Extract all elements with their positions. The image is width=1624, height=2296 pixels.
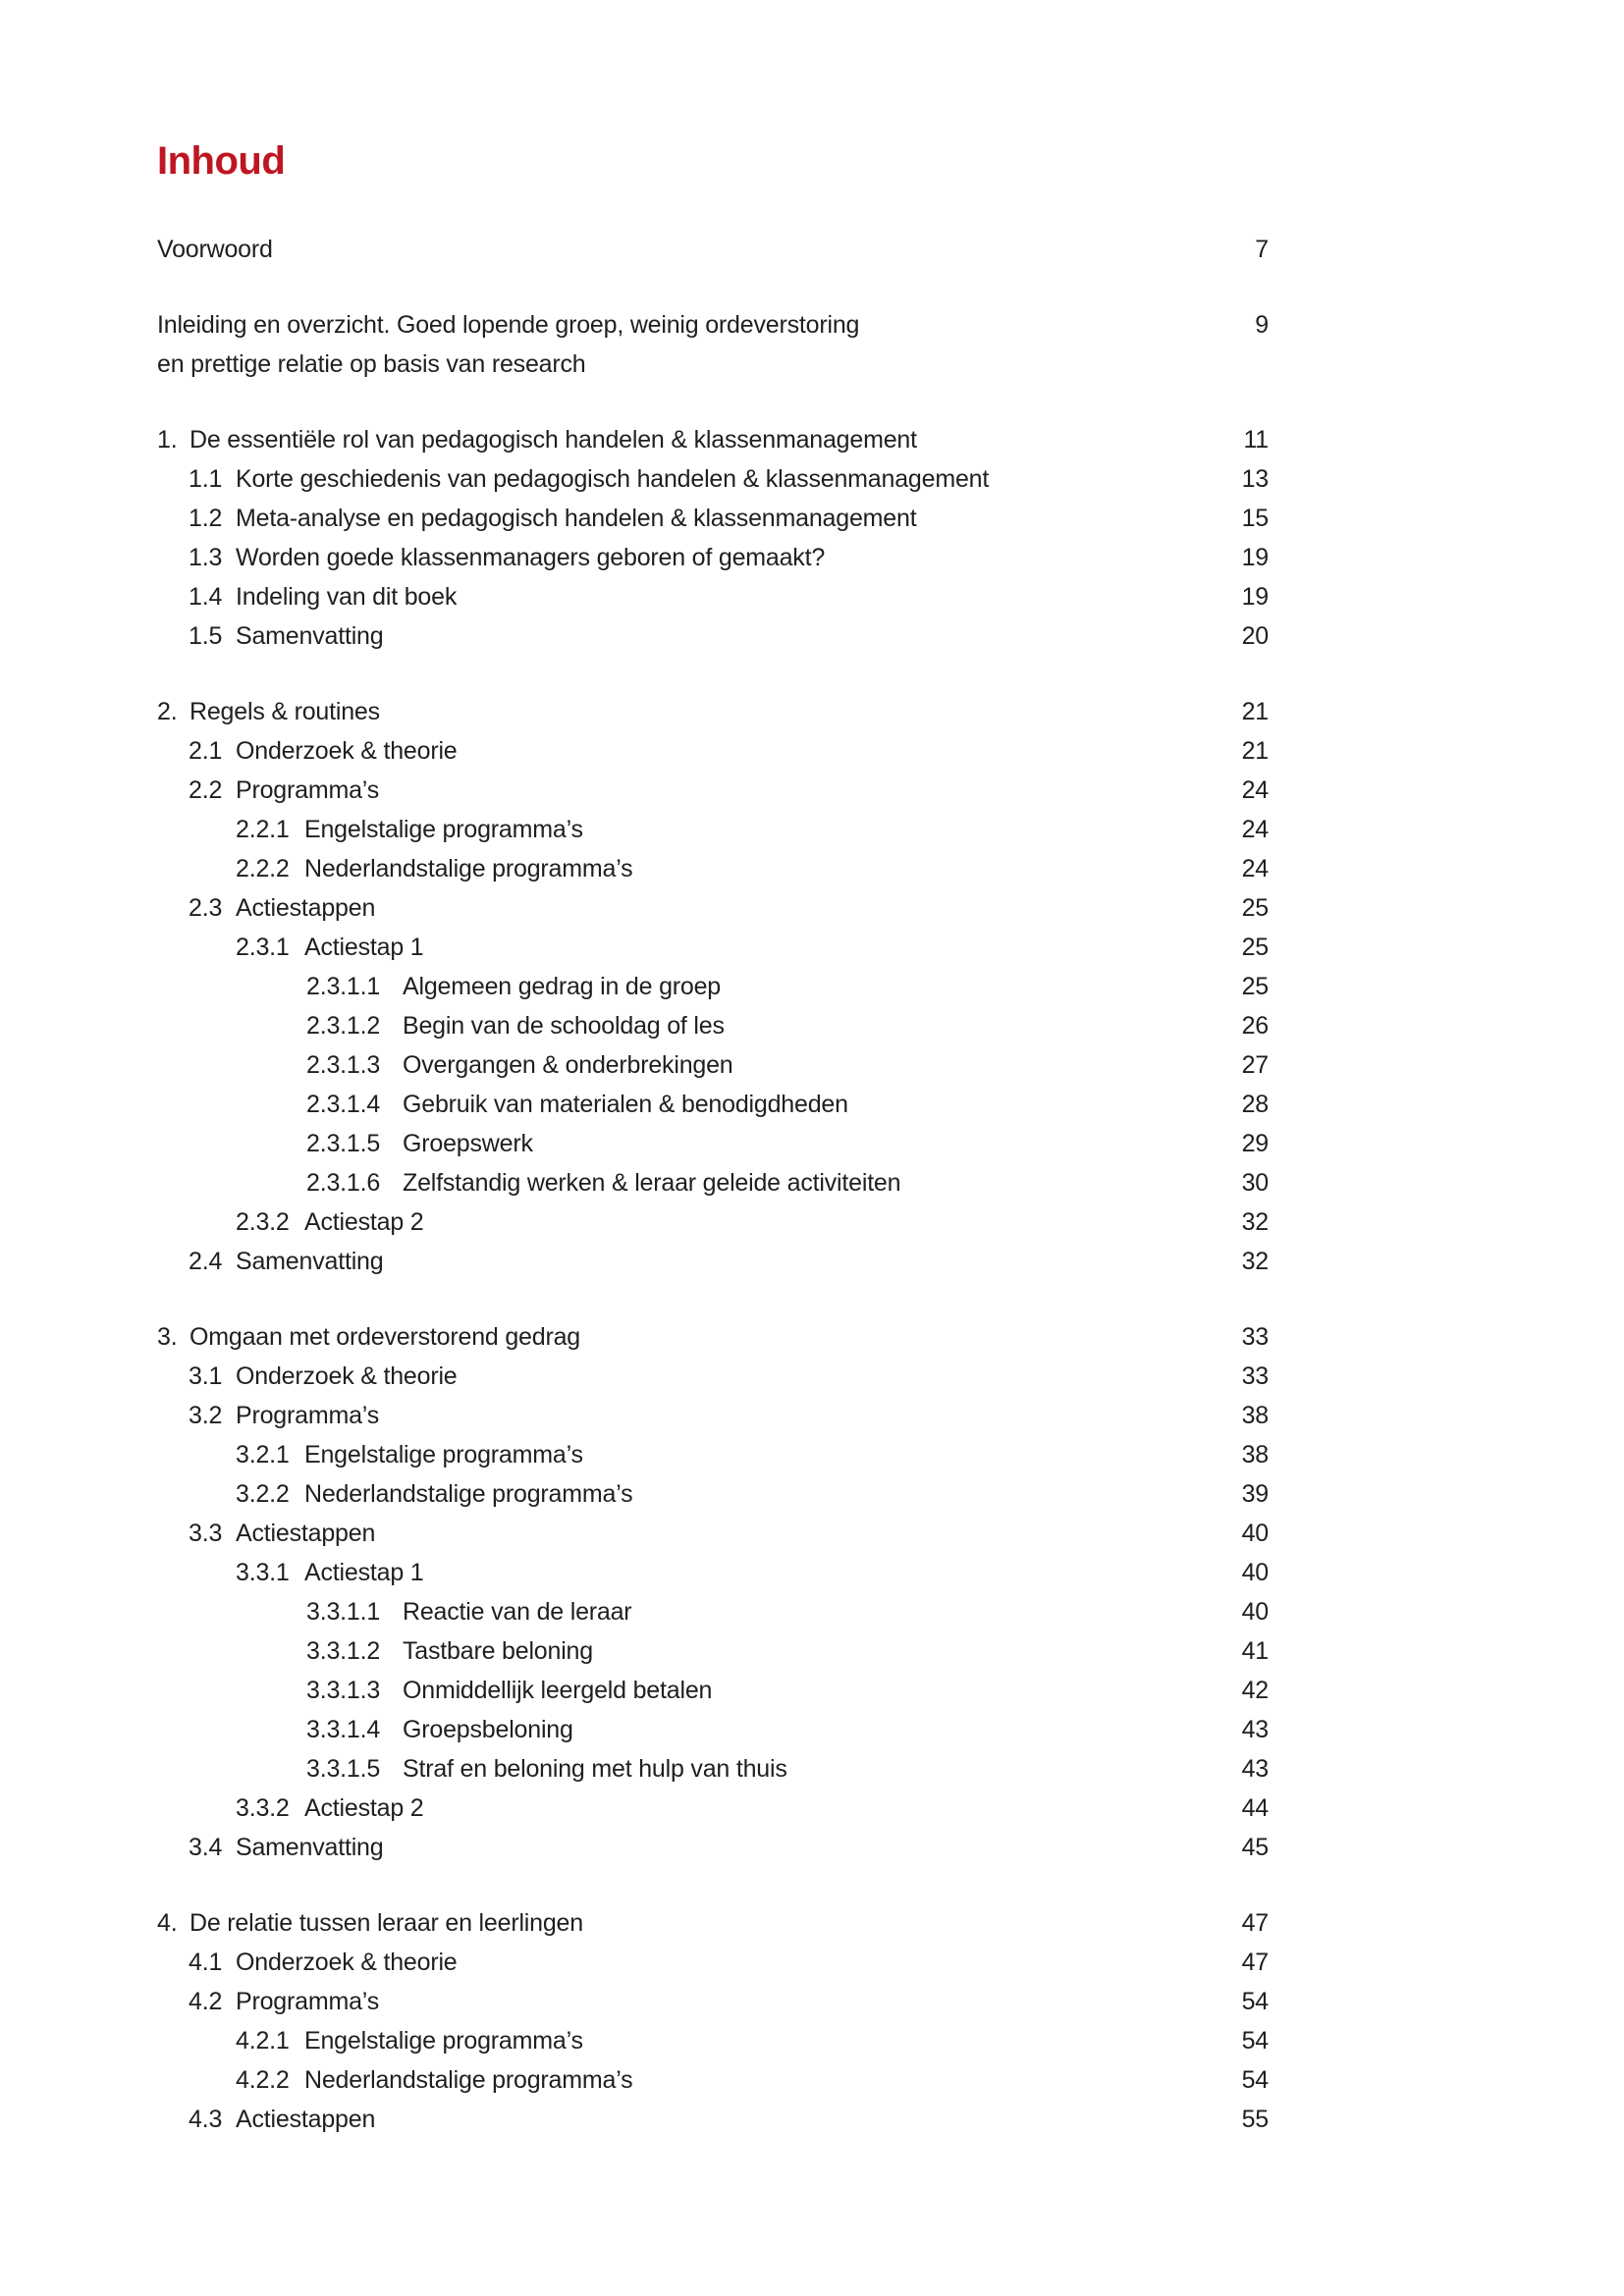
toc-entry-title: Actiestap 2 bbox=[304, 1794, 424, 1822]
page-title: Inhoud bbox=[157, 139, 286, 183]
toc-entry-number: 3. bbox=[157, 1323, 178, 1351]
toc-entry bbox=[157, 616, 1269, 656]
toc-entry-number: 1.4 bbox=[189, 583, 223, 611]
toc-entry-title: Actiestappen bbox=[236, 2106, 376, 2133]
toc-entry-titles bbox=[304, 2060, 1190, 2100]
toc-entry-page: 13 bbox=[1241, 465, 1269, 493]
toc-entry bbox=[157, 888, 1269, 928]
toc-entry bbox=[157, 1357, 1269, 1396]
toc-entry bbox=[157, 230, 1269, 269]
toc-entry bbox=[157, 1435, 1269, 1474]
toc-entry bbox=[157, 1631, 1269, 1671]
toc-entry bbox=[157, 1202, 1269, 1242]
toc-entry-page: 29 bbox=[1241, 1130, 1269, 1157]
toc-entry-number: 2.3.1 bbox=[236, 934, 290, 961]
toc-entry-title: Engelstalige programma’s bbox=[304, 1441, 583, 1468]
toc-entry-titles bbox=[236, 771, 1190, 810]
toc-entry-titles bbox=[403, 1710, 1190, 1749]
toc-entry bbox=[157, 1982, 1269, 2021]
toc-entry-title: Engelstalige programma’s bbox=[304, 2027, 583, 2055]
toc-entry-number: 3.3.1 bbox=[236, 1559, 290, 1586]
toc-entry-page: 21 bbox=[1241, 698, 1269, 725]
toc-entry-number: 3.3.1.5 bbox=[306, 1755, 381, 1783]
toc-entry-number: 3.3.1.2 bbox=[306, 1637, 381, 1665]
toc-entry-page: 54 bbox=[1241, 2027, 1269, 2055]
toc-entry-number: 2.4 bbox=[189, 1248, 223, 1275]
toc-entry bbox=[157, 305, 1269, 384]
toc-entry bbox=[157, 849, 1269, 888]
toc-entry-number: 3.3.1.4 bbox=[306, 1716, 381, 1743]
toc-entry-titles bbox=[403, 1631, 1190, 1671]
toc-entry bbox=[157, 1789, 1269, 1828]
toc-entry-page: 32 bbox=[1241, 1208, 1269, 1236]
toc-entry bbox=[157, 577, 1269, 616]
toc-entry-number: 2.2.2 bbox=[236, 855, 290, 882]
toc-entry-title: De essentiële rol van pedagogisch handelen & klassenmanagement bbox=[189, 426, 917, 454]
toc-entry-number: 1.2 bbox=[189, 505, 223, 532]
toc-entry bbox=[157, 731, 1269, 771]
toc-entry-title: De relatie tussen leraar en leerlingen bbox=[189, 1909, 583, 1937]
toc-entry-title: Nederlandstalige programma’s bbox=[304, 2066, 633, 2094]
toc-entry-number: 2. bbox=[157, 698, 178, 725]
toc-entry bbox=[157, 1710, 1269, 1749]
toc-entry-titles bbox=[189, 1903, 1190, 1943]
toc-entry-page: 19 bbox=[1241, 583, 1269, 611]
toc-entry bbox=[157, 2021, 1269, 2060]
toc-entry-number: 4. bbox=[157, 1909, 178, 1937]
toc-entry-number: 1.3 bbox=[189, 544, 223, 571]
toc-entry-titles bbox=[189, 692, 1190, 731]
toc-entry-titles bbox=[304, 1553, 1190, 1592]
toc-entry-number: 4.2 bbox=[189, 1988, 223, 2015]
toc-entry-title: Programma’s bbox=[236, 1988, 379, 2015]
toc-entry-number: 3.3.2 bbox=[236, 1794, 290, 1822]
toc-entry-page: 38 bbox=[1241, 1402, 1269, 1429]
toc-entry-number: 2.3.1.1 bbox=[306, 973, 381, 1000]
toc-section bbox=[157, 420, 1269, 656]
toc-entry bbox=[157, 1514, 1269, 1553]
toc-entry-titles bbox=[403, 1006, 1190, 1045]
toc-entry-page: 33 bbox=[1241, 1362, 1269, 1390]
toc-entry bbox=[157, 810, 1269, 849]
toc-entry-titles bbox=[236, 1396, 1190, 1435]
toc-entry-title: Worden goede klassenmanagers geboren of gemaakt? bbox=[236, 544, 826, 571]
toc-entry-page: 38 bbox=[1241, 1441, 1269, 1468]
toc-entry-page: 24 bbox=[1241, 855, 1269, 882]
toc-entry bbox=[157, 1749, 1269, 1789]
toc-entry-title: Nederlandstalige programma’s bbox=[304, 855, 633, 882]
toc-entry-page: 24 bbox=[1241, 776, 1269, 804]
toc-entry-title: Inleiding en overzicht. Goed lopende groep, weinig ordeverstoring bbox=[157, 311, 860, 339]
toc-entry-page: 27 bbox=[1241, 1051, 1269, 1079]
table-of-contents bbox=[157, 230, 1269, 2139]
toc-entry bbox=[157, 1592, 1269, 1631]
toc-section bbox=[157, 305, 1269, 384]
toc-entry-page: 32 bbox=[1241, 1248, 1269, 1275]
toc-entry-title: Onderzoek & theorie bbox=[236, 737, 458, 765]
toc-entry-title: Straf en beloning met hulp van thuis bbox=[403, 1755, 787, 1783]
toc-entry-title: Programma’s bbox=[236, 776, 379, 804]
toc-entry-number: 2.3.1.6 bbox=[306, 1169, 381, 1197]
toc-entry-titles bbox=[236, 1943, 1190, 1982]
toc-entry-titles bbox=[304, 1789, 1190, 1828]
toc-entry-page: 19 bbox=[1241, 544, 1269, 571]
toc-entry-title: Onmiddellijk leergeld betalen bbox=[403, 1677, 713, 1704]
toc-entry-page: 26 bbox=[1241, 1012, 1269, 1040]
toc-entry-page: 41 bbox=[1241, 1637, 1269, 1665]
toc-entry-number: 3.1 bbox=[189, 1362, 223, 1390]
toc-entry-number: 2.3.1.2 bbox=[306, 1012, 381, 1040]
toc-entry-number: 1. bbox=[157, 426, 178, 454]
toc-entry-title: Actiestappen bbox=[236, 1520, 376, 1547]
toc-entry-title: Overgangen & onderbrekingen bbox=[403, 1051, 733, 1079]
toc-section bbox=[157, 1903, 1269, 2139]
toc-entry-titles bbox=[304, 1202, 1190, 1242]
toc-entry-page: 54 bbox=[1241, 1988, 1269, 2015]
toc-entry-number: 2.2.1 bbox=[236, 816, 290, 843]
toc-entry-number: 2.2 bbox=[189, 776, 223, 804]
toc-entry-number: 4.1 bbox=[189, 1949, 223, 1976]
toc-entry bbox=[157, 499, 1269, 538]
toc-entry-page: 45 bbox=[1241, 1834, 1269, 1861]
toc-entry-titles bbox=[236, 616, 1190, 656]
toc-entry-page: 40 bbox=[1241, 1520, 1269, 1547]
toc-entry-title: Engelstalige programma’s bbox=[304, 816, 583, 843]
toc-entry-page: 43 bbox=[1241, 1755, 1269, 1783]
toc-entry-number: 4.2.2 bbox=[236, 2066, 290, 2094]
toc-entry-page: 7 bbox=[1255, 236, 1269, 263]
toc-entry-title: Voorwoord bbox=[157, 236, 273, 263]
toc-entry-titles bbox=[189, 420, 1190, 459]
toc-entry-title: Nederlandstalige programma’s bbox=[304, 1480, 633, 1508]
toc-entry bbox=[157, 1242, 1269, 1281]
toc-entry-titles bbox=[304, 1474, 1190, 1514]
toc-entry bbox=[157, 692, 1269, 731]
toc-entry-page: 21 bbox=[1241, 737, 1269, 765]
toc-entry bbox=[157, 1943, 1269, 1982]
toc-entry-title: Zelfstandig werken & leraar geleide activiteiten bbox=[403, 1169, 901, 1197]
toc-entry-title: Samenvatting bbox=[236, 1834, 384, 1861]
toc-entry bbox=[157, 1903, 1269, 1943]
toc-entry-title: Reactie van de leraar bbox=[403, 1598, 632, 1626]
toc-entry-page: 39 bbox=[1241, 1480, 1269, 1508]
toc-entry-titles bbox=[236, 888, 1190, 928]
toc-entry-titles bbox=[403, 1124, 1190, 1163]
toc-entry-number: 2.3.1.5 bbox=[306, 1130, 381, 1157]
toc-entry-titles bbox=[403, 1045, 1190, 1085]
toc-entry-titles bbox=[403, 967, 1190, 1006]
toc-entry-page: 20 bbox=[1241, 622, 1269, 650]
toc-entry-page: 33 bbox=[1241, 1323, 1269, 1351]
toc-entry bbox=[157, 2060, 1269, 2100]
toc-entry bbox=[157, 459, 1269, 499]
toc-entry-titles bbox=[403, 1163, 1190, 1202]
toc-entry-page: 25 bbox=[1241, 973, 1269, 1000]
toc-entry-titles bbox=[304, 928, 1190, 967]
toc-entry-title: Onderzoek & theorie bbox=[236, 1362, 458, 1390]
toc-entry-titles bbox=[236, 459, 1190, 499]
toc-entry-titles bbox=[403, 1749, 1190, 1789]
toc-section bbox=[157, 692, 1269, 1281]
toc-entry-titles bbox=[236, 538, 1190, 577]
toc-entry bbox=[157, 1396, 1269, 1435]
toc-entry-title: Actiestappen bbox=[236, 894, 376, 922]
toc-entry bbox=[157, 771, 1269, 810]
toc-entry-titles bbox=[157, 230, 1190, 269]
toc-entry-page: 40 bbox=[1241, 1559, 1269, 1586]
toc-entry-titles bbox=[236, 1242, 1190, 1281]
toc-entry-number: 3.3.1.1 bbox=[306, 1598, 381, 1626]
toc-entry-titles bbox=[304, 849, 1190, 888]
toc-entry-page: 47 bbox=[1241, 1949, 1269, 1976]
toc-entry-titles bbox=[403, 1671, 1190, 1710]
toc-entry-number: 2.3.2 bbox=[236, 1208, 290, 1236]
toc-entry-title: Begin van de schooldag of les bbox=[403, 1012, 725, 1040]
toc-entry-number: 4.3 bbox=[189, 2106, 223, 2133]
toc-entry-titles bbox=[236, 499, 1190, 538]
toc-entry-titles bbox=[189, 1317, 1190, 1357]
toc-entry-page: 9 bbox=[1255, 311, 1269, 339]
toc-entry-titles bbox=[304, 810, 1190, 849]
toc-entry-titles bbox=[236, 1514, 1190, 1553]
toc-entry bbox=[157, 1006, 1269, 1045]
toc-section bbox=[157, 230, 1269, 269]
toc-entry bbox=[157, 928, 1269, 967]
toc-entry-title: Meta-analyse en pedagogisch handelen & klassenmanagement bbox=[236, 505, 917, 532]
toc-entry-title: Programma’s bbox=[236, 1402, 379, 1429]
toc-entry-number: 2.3.1.4 bbox=[306, 1091, 381, 1118]
toc-entry-title: Samenvatting bbox=[236, 622, 384, 650]
toc-entry-number: 3.3 bbox=[189, 1520, 223, 1547]
toc-entry-page: 47 bbox=[1241, 1909, 1269, 1937]
toc-entry-page: 40 bbox=[1241, 1598, 1269, 1626]
toc-entry-page: 42 bbox=[1241, 1677, 1269, 1704]
toc-entry-page: 24 bbox=[1241, 816, 1269, 843]
toc-entry bbox=[157, 1085, 1269, 1124]
toc-entry-number: 2.1 bbox=[189, 737, 223, 765]
toc-entry-title: Actiestap 2 bbox=[304, 1208, 424, 1236]
toc-entry-number: 3.2 bbox=[189, 1402, 223, 1429]
toc-entry-title: Regels & routines bbox=[189, 698, 380, 725]
toc-entry-page: 44 bbox=[1241, 1794, 1269, 1822]
toc-entry bbox=[157, 1553, 1269, 1592]
toc-entry bbox=[157, 1317, 1269, 1357]
toc-entry-page: 15 bbox=[1241, 505, 1269, 532]
toc-section bbox=[157, 1317, 1269, 1867]
toc-entry-number: 4.2.1 bbox=[236, 2027, 290, 2055]
toc-entry-titles bbox=[236, 2100, 1190, 2139]
toc-entry-page: 25 bbox=[1241, 934, 1269, 961]
toc-entry-title: Actiestap 1 bbox=[304, 934, 424, 961]
toc-entry bbox=[157, 2100, 1269, 2139]
toc-entry-page: 25 bbox=[1241, 894, 1269, 922]
toc-entry-title: Tastbare beloning bbox=[403, 1637, 593, 1665]
toc-entry-number: 3.4 bbox=[189, 1834, 223, 1861]
toc-entry-number: 3.2.2 bbox=[236, 1480, 290, 1508]
toc-entry-titles bbox=[157, 305, 1190, 384]
toc-entry-subtitle: en prettige relatie op basis van research bbox=[157, 350, 586, 378]
toc-entry-titles bbox=[236, 577, 1190, 616]
toc-entry-number: 2.3 bbox=[189, 894, 223, 922]
toc-entry-number: 2.3.1.3 bbox=[306, 1051, 381, 1079]
toc-entry-titles bbox=[403, 1085, 1190, 1124]
toc-entry-page: 55 bbox=[1241, 2106, 1269, 2133]
toc-entry-title: Korte geschiedenis van pedagogisch handelen & klassenmanagement bbox=[236, 465, 990, 493]
toc-entry-page: 28 bbox=[1241, 1091, 1269, 1118]
toc-entry-titles bbox=[236, 1982, 1190, 2021]
toc-entry-titles bbox=[304, 1435, 1190, 1474]
toc-entry bbox=[157, 420, 1269, 459]
toc-entry-number: 3.2.1 bbox=[236, 1441, 290, 1468]
toc-entry bbox=[157, 967, 1269, 1006]
toc-entry bbox=[157, 1045, 1269, 1085]
toc-entry-number: 1.5 bbox=[189, 622, 223, 650]
toc-entry-page: 11 bbox=[1243, 426, 1269, 454]
toc-entry-title: Gebruik van materialen & benodigdheden bbox=[403, 1091, 848, 1118]
toc-entry bbox=[157, 1671, 1269, 1710]
toc-entry-titles bbox=[236, 1357, 1190, 1396]
toc-entry-page: 43 bbox=[1241, 1716, 1269, 1743]
toc-entry-titles bbox=[403, 1592, 1190, 1631]
toc-entry-title: Omgaan met ordeverstorend gedrag bbox=[189, 1323, 580, 1351]
toc-entry-titles bbox=[236, 731, 1190, 771]
toc-entry-number: 3.3.1.3 bbox=[306, 1677, 381, 1704]
toc-entry-title: Indeling van dit boek bbox=[236, 583, 458, 611]
toc-entry-page: 30 bbox=[1241, 1169, 1269, 1197]
toc-entry-title: Onderzoek & theorie bbox=[236, 1949, 458, 1976]
toc-entry bbox=[157, 1828, 1269, 1867]
toc-entry-page: 54 bbox=[1241, 2066, 1269, 2094]
toc-entry bbox=[157, 538, 1269, 577]
toc-entry-title: Samenvatting bbox=[236, 1248, 384, 1275]
toc-entry-title: Groepswerk bbox=[403, 1130, 533, 1157]
toc-entry-title: Actiestap 1 bbox=[304, 1559, 424, 1586]
toc-entry bbox=[157, 1163, 1269, 1202]
toc-entry bbox=[157, 1124, 1269, 1163]
toc-entry-number: 1.1 bbox=[189, 465, 223, 493]
toc-entry-titles bbox=[304, 2021, 1190, 2060]
toc-entry-titles bbox=[236, 1828, 1190, 1867]
toc-entry bbox=[157, 1474, 1269, 1514]
toc-entry-title: Groepsbeloning bbox=[403, 1716, 573, 1743]
toc-entry-title: Algemeen gedrag in de groep bbox=[403, 973, 722, 1000]
